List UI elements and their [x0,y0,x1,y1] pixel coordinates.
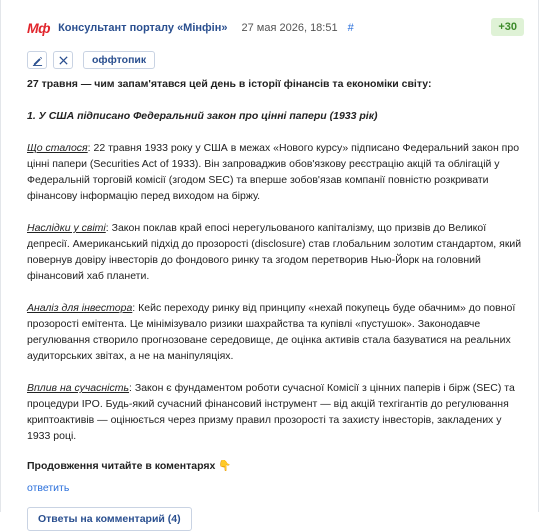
section-label: Аналіз для інвестора [27,302,133,314]
continue-note: Продовження читайте в коментарях 👇 [27,460,232,472]
post-toolbar [27,50,524,70]
rating-badge[interactable]: +30 [491,18,524,36]
author-link[interactable]: Консультант порталу «Мінфін» [58,22,228,34]
section-investor-analysis [27,300,524,364]
post-header [27,18,524,38]
post-body [27,76,524,474]
section-label: Що сталося [27,142,88,154]
reply-link[interactable]: ответить [27,482,70,494]
section-modern-impact [27,380,524,444]
minfin-logo[interactable]: Мф [27,20,51,36]
show-replies-button[interactable]: Ответы на комментарий (4) [27,507,192,531]
post-heading: 1. У США підписано Федеральний закон про цінні папери (1933 рік) [27,110,378,122]
offtopic-tag[interactable]: оффтопик [83,51,155,69]
permalink-hash[interactable]: # [347,22,354,34]
section-label: Вплив на сучасність [27,382,130,394]
edit-button[interactable] [27,51,47,69]
close-button[interactable] [53,51,73,69]
section-text: : Кейс переходу ринку від принципу «нехай покупець буде обачним» до повної прозорості емітента. Це мінімізувало ризики шахрайства та купівлі «пустушок». Законодавче регулювання створило прогнозоване середовище, де оцінка активів стала базуватися на реальних аудиторських звітах, а не на маніпуляціях. [27,302,516,362]
section-text: : 22 травня 1933 року у США в межах «Нового курсу» підписано Федеральний закон про цінні папери (Securities Act of 1933). Він запроваджив обов'язкову реєстрацію акцій та облігацій у Федеральній торговій комісії (згодом SEC) та вперше зобов'язав компанії повністю розкривати фінансову інформацію перед виходом на біржу. [27,142,520,202]
post-intro: 27 травня — чим запам'ятався цей день в історії фінансів та економіки світу: [27,78,432,90]
close-icon [58,55,69,66]
pencil-icon [32,55,43,66]
section-consequences [27,220,524,284]
section-text: : Закон поклав край епосі нерегульованого капіталізму, що призвів до Великої депресії. Американський підхід до прозорості (disclosure) став глобальним золотим стандартом, який повернув довіру інвесторів до фондового ринку та згодом перетворив Нью-Йорк на головний фінансовий хаб планети. [27,222,522,282]
section-label: Наслідки у світі [27,222,106,234]
section-what-happened [27,140,524,204]
section-text: : Закон є фундаментом роботи сучасної Комісії з цінних паперів і бірж (SEC) та процедури IPO. Будь-який сучасний фінансовий інструмент — від акцій техгігантів до регулювання криптоактивів — оцінюється через призму правил прозорості та захисту інвесторів, закладених у 1933 році. [27,382,515,442]
post-date: 27 мая 2026, 18:51 [241,22,338,34]
